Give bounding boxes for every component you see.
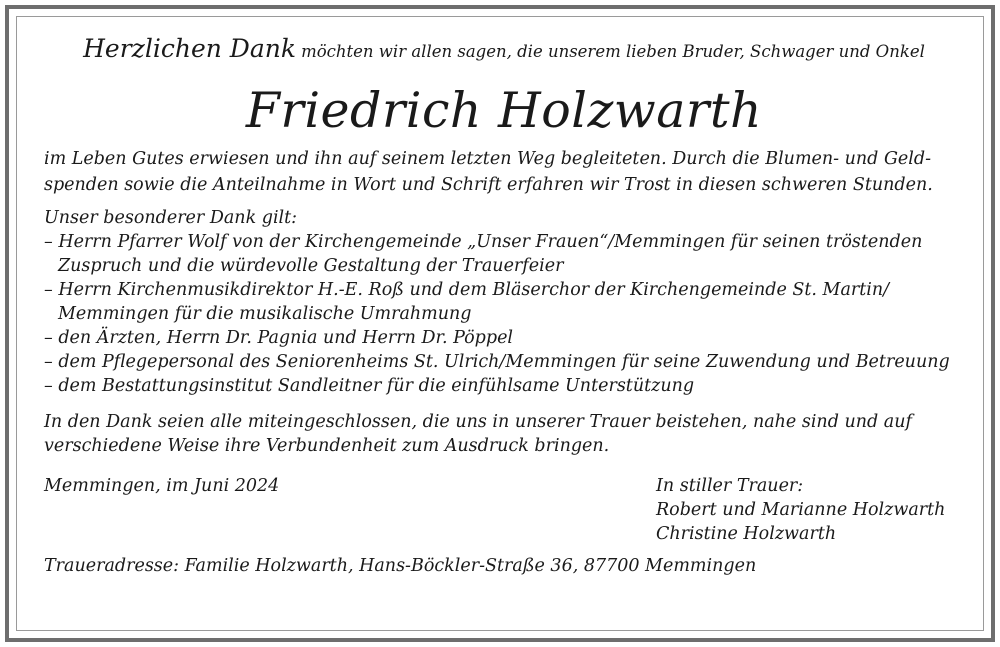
closing-line: verschiedene Weise ihre Verbundenheit zum Ausdruck bringen. bbox=[44, 436, 610, 456]
closing-paragraph bbox=[44, 410, 964, 458]
thanks-item-line: Zuspruch und die würdevolle Gestaltung der Trauerfeier bbox=[58, 256, 564, 276]
thanks-item-line: Memmingen für die musikalische Umrahmung bbox=[58, 304, 472, 324]
special-thanks bbox=[44, 206, 964, 398]
thanks-rest: möchten wir allen sagen, die unserem lieben Bruder, Schwager und Onkel bbox=[301, 42, 925, 61]
special-thanks-heading: Unser besonderer Dank gilt: bbox=[44, 208, 298, 228]
thanks-item-line: – Herrn Pfarrer Wolf von der Kirchengemeinde „Unser Frauen“/Memmingen für seinen tröstenden bbox=[44, 232, 923, 252]
deceased-name: Friedrich Holzwarth bbox=[245, 82, 763, 139]
thanks-item bbox=[44, 278, 964, 326]
closing-line: In den Dank seien alle miteingeschlossen, die uns in unserer Trauer beistehen, nahe sind und auf bbox=[44, 412, 912, 432]
mourners-heading: In stiller Trauer: bbox=[656, 476, 804, 496]
mourner-name: Robert und Marianne Holzwarth bbox=[656, 500, 946, 520]
thanks-item bbox=[44, 230, 964, 278]
mourner-name: Christine Holzwarth bbox=[656, 524, 837, 544]
thanks-item-line: – dem Bestattungsinstitut Sandleitner für die einfühlsame Unterstützung bbox=[44, 376, 695, 396]
thanks-item bbox=[44, 374, 964, 398]
signature-row bbox=[44, 474, 964, 546]
thanks-item bbox=[44, 326, 964, 350]
intro-line: spenden sowie die Anteilnahme in Wort und Schrift erfahren wir Trost in diesen schweren Stunden. bbox=[44, 175, 933, 195]
thanks-big: Herzlichen Dank bbox=[83, 34, 296, 63]
thanks-item-line: – Herrn Kirchenmusikdirektor H.-E. Roß und dem Bläserchor der Kirchengemeinde St. Martin/ bbox=[44, 280, 890, 300]
mourners-block bbox=[656, 474, 945, 546]
thanks-item-line: – dem Pflegepersonal des Seniorenheims St. Ulrich/Memmingen für seine Zuwendung und Betreuung bbox=[44, 352, 950, 372]
thanks-item-line: – den Ärzten, Herrn Dr. Pagnia und Herrn Dr. Pöppel bbox=[44, 328, 514, 348]
place-date: Memmingen, im Juni 2024 bbox=[44, 476, 280, 496]
thanks-item bbox=[44, 350, 964, 374]
intro-line: im Leben Gutes erwiesen und ihn auf seinem letzten Weg begleiteten. Durch die Blumen- und Geld- bbox=[44, 149, 931, 169]
mourning-address: Traueradresse: Familie Holzwarth, Hans-Böckler-Straße 36, 87700 Memmingen bbox=[44, 556, 757, 576]
notice-content bbox=[44, 32, 964, 578]
thanks-headline bbox=[44, 32, 964, 66]
intro-paragraph bbox=[44, 146, 964, 198]
